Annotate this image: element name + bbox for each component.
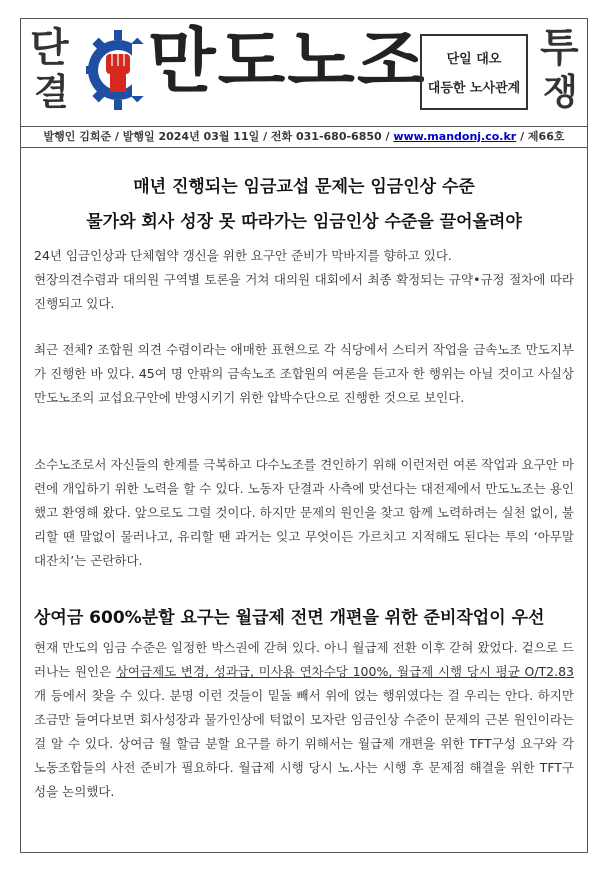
slogan-line-1: 단일 대오 — [446, 52, 502, 67]
info-suffix: / 제66호 — [516, 130, 565, 143]
side-right-top: 투 — [540, 24, 579, 71]
website-link[interactable]: www.mandonj.co.kr — [393, 130, 517, 143]
fist-gear-icon — [86, 24, 150, 116]
side-right-bottom: 쟁 — [543, 71, 578, 113]
publication-info — [20, 126, 588, 148]
paragraph-5-underlined: 상여금제도 변경, 성과급, 미사용 연차수당 100%, 월급제 시행 당시 평균 O/T2.83 — [115, 664, 574, 679]
paragraph-2: 현장의견수렴과 대의원 구역별 토론을 거쳐 대의원 대회에서 최종 확정되는 규약•규정 절차에 따라 진행되고 있다. — [34, 272, 574, 311]
side-left-top: 단 — [30, 24, 69, 71]
headline-line-2: 물가와 회사 성장 못 따라가는 임금인상 수준을 끌어올려야 — [86, 212, 522, 232]
paragraph-4: 소수노조로서 자신들의 한계를 극복하고 다수노조를 견인하기 위해 이런저런 여론 작업과 요구안 마련에 개입하기 위한 노력을 할 수 있다. 노동자 단결과 사측에 맞선다는 대전제에서 만도노조는 용인했고 환영해 왔다. 앞으로도 그럴 것이다. 하지만 문제의 원인을 찾고 함께 노력하려는 실천 없이, 불리할 땐 말없이 물러나고, 유리할 땐 과거는 잊고 무엇이든 가르치고 지적해도 된다는 투의 ‘아무말 대잔치’는 곤란하다. — [34, 457, 574, 568]
side-left-bottom: 결 — [34, 71, 69, 113]
paragraph-5-start: 현재 만도의 임금 수준은 일정한 박스권에 갇혀 있다. 아니 월급제 전환 이후 갇혀 왔었다. 겉으로 드러나는 원인은 — [34, 640, 574, 679]
paragraph-5 — [34, 636, 574, 804]
masthead-title: 만도노조 — [148, 20, 427, 102]
info-prefix: 발행인 김희준 / 발행일 2024년 03월 11일 / 전화 031-680-6850 / — [43, 130, 394, 143]
paragraph-5-end: 개 등에서 찾을 수 있다. 분명 이런 것들이 밑돌 빼서 위에 얹는 행위였다는 걸 우리는 안다. 하지만 조금만 들여다보면 회사성장과 물가인상에 턱없이 모자란 임금인상 수준이 문제의 근본 원인이라는 걸 알 수 있다. 상여금 월 할금 분할 요구를 하기 위해서는 월급제 개편을 위한 TFT구성 요구와 각 노동조합들의 사전 준비가 필요하다. 월급제 시행 당시 노.사는 시행 후 문제점 해결을 위한 TFT구성을 논의했다. — [34, 688, 574, 799]
paragraph-1: 24년 임금인상과 단체협약 갱신을 위한 요구안 준비가 막바지를 향하고 있다. — [34, 248, 452, 263]
paragraph-3: 최근 전체? 조합원 의견 수렴이라는 애매한 표현으로 각 식당에서 스티커 작업을 금속노조 만도지부가 진행한 바 있다. 45여 명 안팎의 금속노조 조합원의 여론을 듣고자 한 행위는 아닐 것이고 사실상 만도노조의 교섭요구안에 반영시키기 위한 압박수단으로 진행한 것으로 보인다. — [34, 342, 574, 405]
slogan-box — [420, 34, 528, 110]
section-title: 상여금 600%분할 요구는 월급제 전면 개편을 위한 준비작업이 우선 — [34, 608, 545, 628]
headline-line-1: 매년 진행되는 임금교섭 문제는 임금인상 수준 — [133, 177, 475, 197]
slogan-line-2: 대등한 노사관계 — [427, 81, 521, 96]
